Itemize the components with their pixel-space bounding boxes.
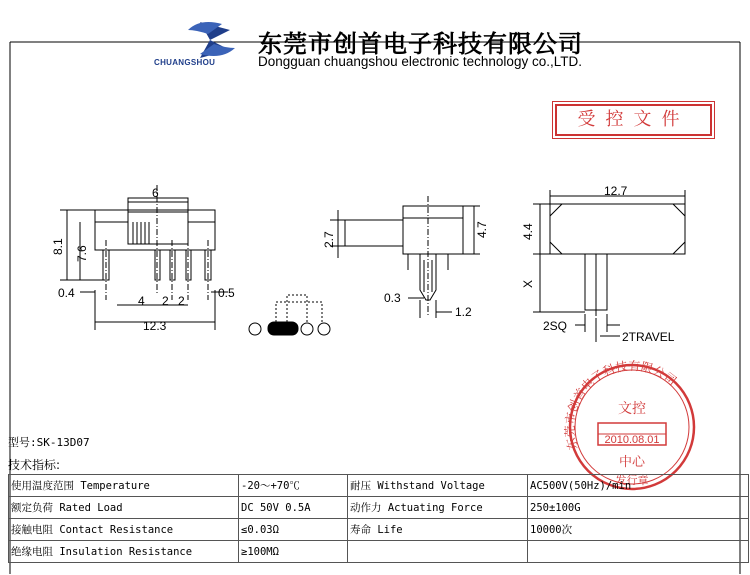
table-row — [9, 497, 749, 519]
spec-cell: 10000次 — [528, 519, 749, 541]
dim-8-1: 8.1 — [51, 238, 65, 255]
spec-cell: -20～+70℃ — [239, 475, 348, 497]
spec-cell: 额定负荷 Rated Load — [9, 497, 239, 519]
dim-4-4: 4.4 — [521, 223, 535, 240]
dim-2sq: 2SQ — [543, 319, 568, 333]
dim-2b: 2 — [178, 294, 185, 308]
dim-7-6: 7.6 — [75, 245, 89, 262]
spec-cell — [528, 541, 749, 563]
spec-cell: ≥100MΩ — [239, 541, 348, 563]
dim-12-7: 12.7 — [604, 184, 628, 198]
spec-cell — [348, 541, 528, 563]
spec-cell: 动作力 Actuating Force — [348, 497, 528, 519]
spec-table — [8, 474, 749, 563]
company-logo-icon — [188, 22, 235, 58]
dim-1-2: 1.2 — [455, 305, 472, 319]
company-name-cn: 东莞市创首电子科技有限公司 — [258, 29, 583, 58]
dim-0-3: 0.3 — [384, 291, 401, 305]
controlled-document-stamp: 受控文件 — [555, 104, 712, 136]
model-number: 型号:SK-13D07 — [8, 436, 90, 449]
dim-2-7: 2.7 — [322, 231, 336, 248]
dim-4-7: 4.7 — [475, 221, 489, 238]
seal-center: 中心 — [618, 455, 646, 470]
table-row — [9, 475, 749, 497]
spec-cell: 接触电阻 Contact Resistance — [9, 519, 239, 541]
brand-name: CHUANGSHOU — [154, 58, 216, 67]
pcb-layout — [249, 295, 330, 335]
dim-0-4: 0.4 — [58, 286, 75, 300]
table-row — [9, 541, 749, 563]
dim-2travel: 2TRAVEL — [622, 330, 675, 344]
spec-cell: 耐压 Withstand Voltage — [348, 475, 528, 497]
spec-cell: 寿命 Life — [348, 519, 528, 541]
seal-ring-text: 东莞市创首电子科技有限公司 — [562, 358, 680, 452]
spec-cell: ≤0.03Ω — [239, 519, 348, 541]
dim-0-5: 0.5 — [218, 286, 235, 300]
seal-bottom: 发行章 — [615, 474, 649, 487]
dim-x: X — [521, 279, 535, 288]
seal-label: 文控 — [618, 401, 646, 417]
dim-6: 6 — [152, 186, 159, 200]
spec-cell: 绝缘电阻 Insulation Resistance — [9, 541, 239, 563]
tech-spec-title: 技术指标: — [8, 458, 61, 472]
table-row — [9, 519, 749, 541]
spec-cell: 250±100G — [528, 497, 749, 519]
company-name-en: Dongguan chuangshou electronic technology co.,LTD. — [258, 54, 582, 69]
dim-12-3: 12.3 — [143, 319, 167, 333]
seal-date: 2010.08.01 — [604, 434, 660, 446]
spec-cell: DC 50V 0.5A — [239, 497, 348, 519]
dim-4: 4 — [138, 294, 145, 308]
dim-2a: 2 — [162, 294, 169, 308]
side-view — [330, 196, 480, 318]
spec-cell: 使用温度范围 Temperature — [9, 475, 239, 497]
spec-cell: AC500V(50Hz)/min — [528, 475, 749, 497]
